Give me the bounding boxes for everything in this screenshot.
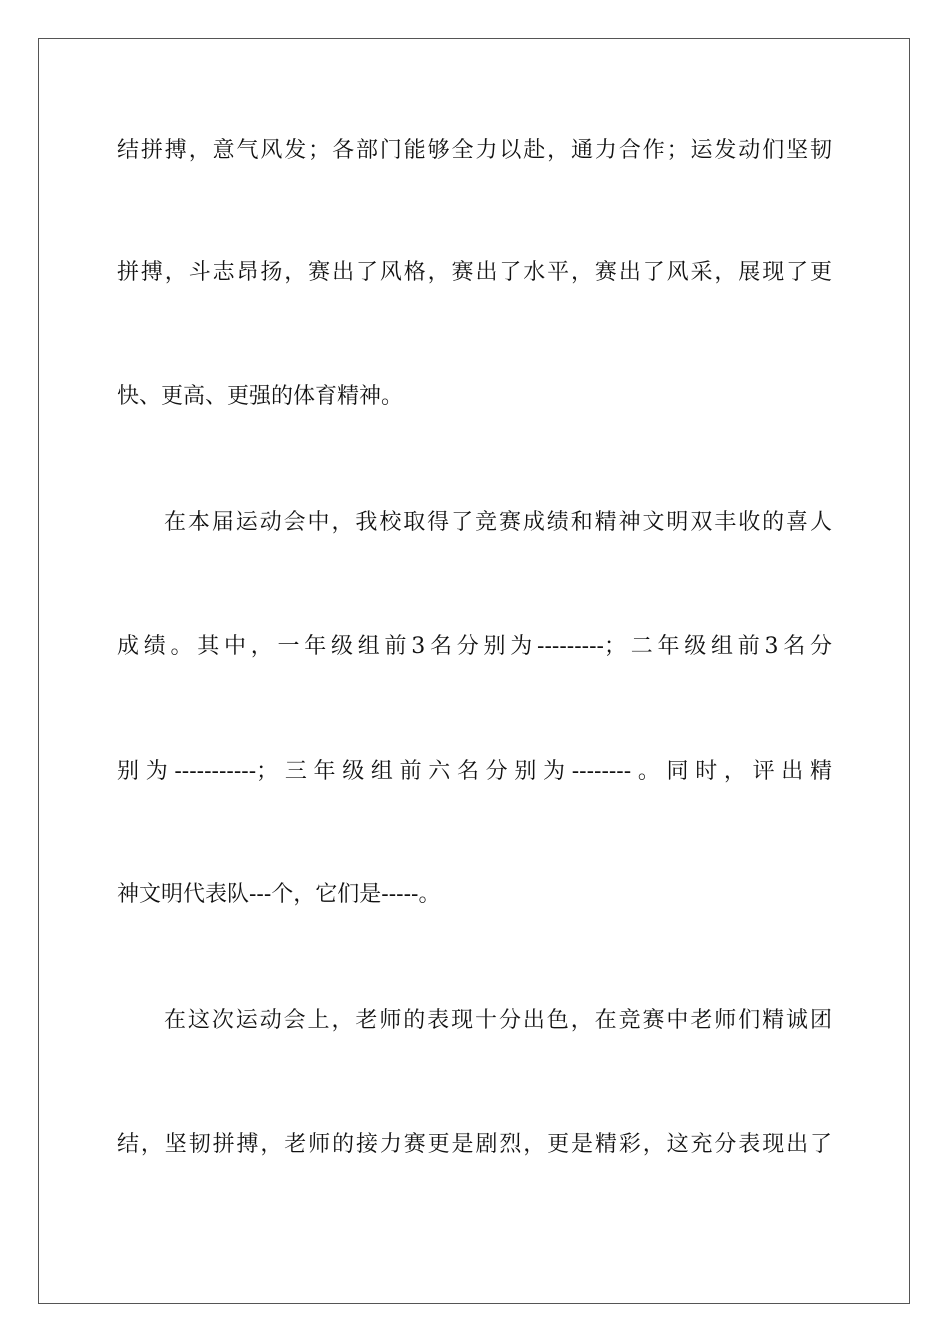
text-line: 结拼搏，意气风发；各部门能够全力以赴，通力合作；运发动们坚韧: [117, 138, 832, 163]
text-line: 神文明代表队---个，它们是-----。: [117, 882, 441, 907]
text-line: 结，坚韧拼搏，老师的接力赛更是剧烈，更是精彩，这充分表现出了: [117, 1132, 832, 1157]
text-line: 别为-----------；三年级组前六名分别为--------。同时，评出精: [117, 759, 832, 784]
paragraph-first-line: 在这次运动会上，老师的表现十分出色，在竞赛中老师们精诚团: [164, 1008, 832, 1033]
page-border: [38, 38, 910, 1304]
paragraph-first-line: 在本届运动会中，我校取得了竞赛成绩和精神文明双丰收的喜人: [164, 510, 832, 535]
text-line: 成绩。其中，一年级组前3名分别为---------；二年级组前3名分: [117, 634, 832, 659]
text-line: 拼搏，斗志昂扬，赛出了风格，赛出了水平，赛出了风采，展现了更: [117, 260, 832, 285]
text-line: 快、更高、更强的体育精神。: [117, 384, 404, 409]
